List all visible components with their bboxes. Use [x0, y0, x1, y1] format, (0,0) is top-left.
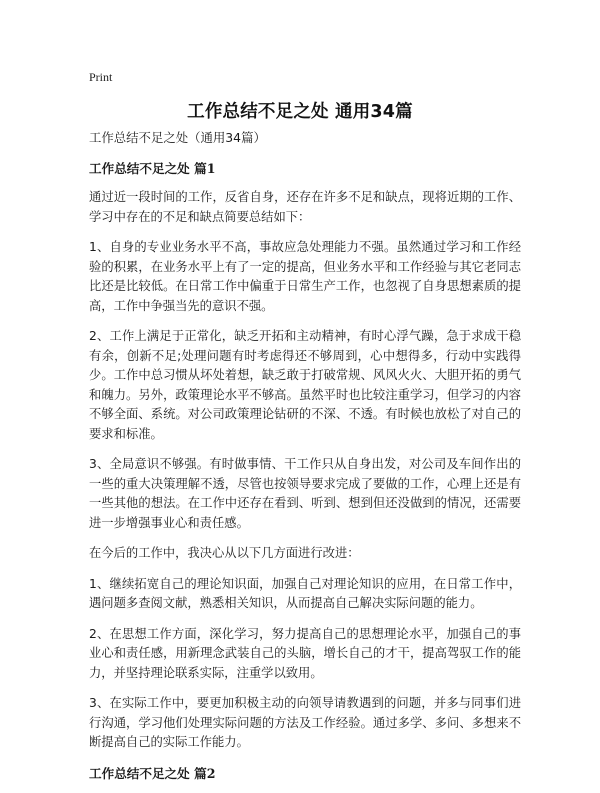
document-body — [89, 128, 521, 793]
paragraph: 3、全局意识不够强。有时做事情、干工作只从自身出发，对公司及车间作出的一些的重大决策理解不透，尽管也按领导要求完成了要做的工作，心理上还是有一些其他的想法。在工作中还存在看到、听到、想到但还没做到的情况，还需要进一步增强事业心和责任感。 — [89, 457, 521, 530]
section-heading-2: 工作总结不足之处 篇2 — [89, 765, 216, 781]
paragraph: 3、在实际工作中，要更加积极主动的向领导请教遇到的问题，并多与同事们进行沟通，学习他们处理实际问题的方法及工作经验。通过多学、多问、多想来不断提高自己的实际工作能力。 — [89, 696, 521, 749]
paragraph: 通过近一段时间的工作，反省自身，还存在许多不足和缺点，现将近期的工作、学习中存在的不足和缺点简要总结如下： — [89, 190, 521, 224]
paragraph: 2、在思想工作方面，深化学习，努力提高自己的思想理论水平，加强自己的事业心和责任感，用新理念武装自己的头脑，增长自己的才干，提高驾驭工作的能力，并坚持理论联系实际，注重学以致用。 — [89, 626, 521, 680]
paragraph: 1、继续拓宽自己的理论知识面，加强自己对理论知识的应用，在日常工作中，遇问题多查阅文献，熟悉相关知识，从而提高自己解决实际问题的能力。 — [89, 576, 521, 610]
paragraph: 2、工作上满足于正常化，缺乏开拓和主动精神，有时心浮气躁，急于求成干稳有余，创新不足;处理问题有时考虑得还不够周到，心中想得多，行动中实践得少。工作中总习惯从坏处着想，缺乏敢于打破常规、风风火火、大胆开拓的勇气和魄力。另外，政策理论水平不够高。虽然平时也比较注重学习，但学习的内容不够全面、系统。对公司政策理论钻研的不深、不透。有时候也放松了对自己的要求和标准。 — [89, 329, 521, 441]
section-heading-1: 工作总结不足之处 篇1 — [89, 161, 216, 176]
document-subtitle: 工作总结不足之处（通用34篇） — [89, 130, 266, 145]
paragraph: 在今后的工作中，我决心从以下几方面进行改进： — [89, 546, 360, 560]
document-title: 工作总结不足之处 通用34篇 — [187, 102, 413, 122]
print-label: Print — [89, 70, 113, 84]
paragraph: 1、自身的专业业务水平不高，事故应急处理能力不强。虽然通过学习和工作经验的积累，在业务水平上有了一定的提高，但业务水平和工作经验与其它老同志比还是比较低。在日常工作中偏重于日常生产工作，也忽视了自身思想素质的提高，工作中争强当先的意识不强。 — [89, 240, 521, 313]
